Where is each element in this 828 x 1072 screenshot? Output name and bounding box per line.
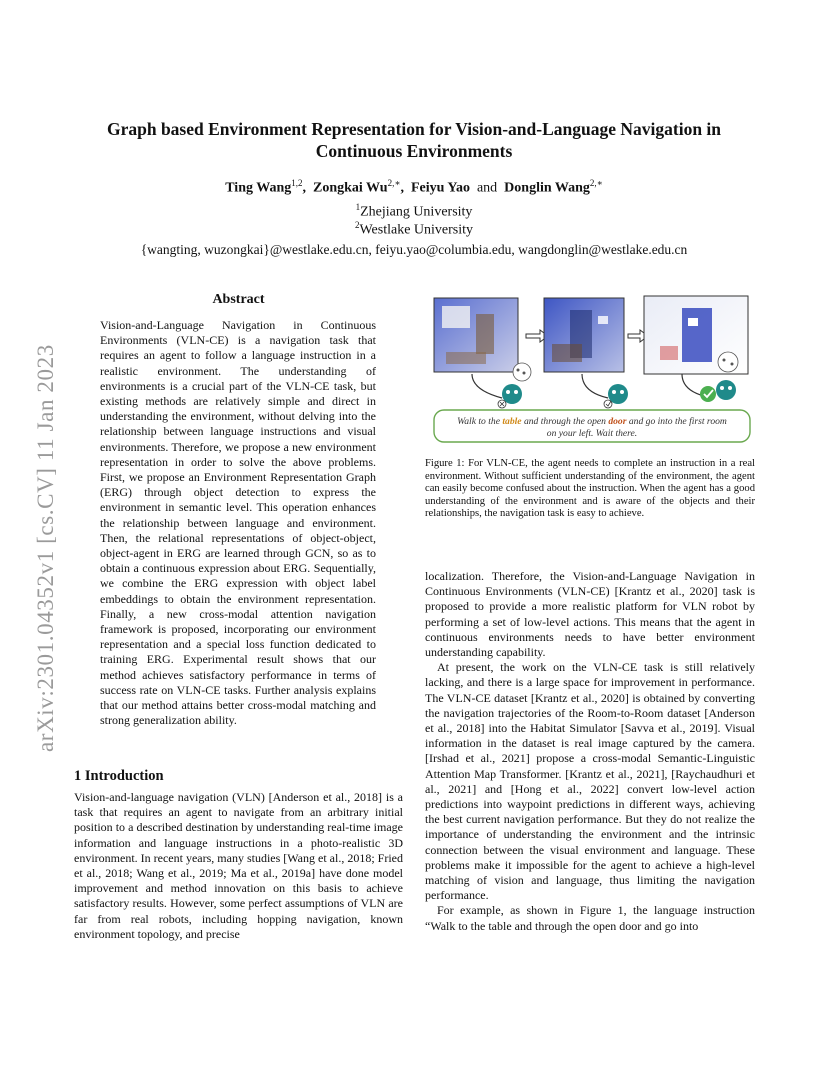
right-column-body xyxy=(425,569,755,934)
instruction-line-2: on your left. Wait there. xyxy=(546,428,638,439)
figure-1-caption: Figure 1: For VLN-CE, the agent needs to complete an instruction in a real environment. Without sufficient understanding of the environment, the agent can easily become confused about the instruction. When the agent has a good understanding of the environment and is aware of the objects and their relationships, the navigation task is easy to achieve. xyxy=(425,458,755,520)
author-3: Feiyu Yao xyxy=(410,180,470,196)
author-emails: {wangting, wuzongkai}@westlake.edu.cn, feiyu.yao@columbia.edu, wangdonglin@westlake.edu.cn xyxy=(140,242,688,257)
intro-paragraph-1 xyxy=(74,790,403,942)
author-and: and xyxy=(476,180,498,196)
right-paragraph-1: localization. Therefore, the Vision-and-Language Navigation in Continuous Environments (VLN-CE) [Krantz et al., 2020] task is proposed to provide a more realistic platform for VLN robot by performing a set of low-level actions. This means that the agent in continuous environments needs to have better environment understanding capability. xyxy=(425,569,755,660)
arxiv-stamp xyxy=(18,262,58,752)
author-4-sup: 2,∗ xyxy=(589,178,603,188)
room-image-1 xyxy=(434,298,518,372)
instruction-line-1: Walk to the table and through the open door and go into the first room xyxy=(457,416,727,427)
author-list: Ting Wang$^{1,2}$, Zongkai $Wu^{2,∗}$, Feiyu Yao and Donglin Wang$^{2,∗}$ xyxy=(225,178,603,196)
arxiv-id-text: arXiv:2301.04352v1 [cs.CV] 11 Jan 2023 xyxy=(33,344,58,752)
author-1: Ting Wang xyxy=(225,180,292,196)
author-2: Zongkai Wu xyxy=(313,180,388,196)
affiliation-2-name: Westlake University xyxy=(359,222,474,238)
right-paragraph-3: For example, as shown in Figure 1, the language instruction “Walk to the table and through the open door and go into xyxy=(425,903,755,933)
paper-title xyxy=(60,118,768,162)
affiliation-1 xyxy=(60,202,768,221)
section-1-heading: 1 Introduction xyxy=(74,768,164,784)
intro-paragraph-1-text: Vision-and-language navigation (VLN) [Anderson et al., 2018] is a task that requires an agent to navigate from an arbitrary initial position to a described destination by understanding real-time image information and language instructions in a photo-realistic 3D environment. In recent years, many studies [Wang et al., 2018; Fried et al., 2018; Wang et al., 2019; Ma et al., 2019a] have done model improvement and method innovation on this basis to achieve satisfactory results. However, some perfect assumptions of VLN are far from real robots, including hopping navigation, known environment topology, and precise xyxy=(74,790,403,941)
affiliation-2 xyxy=(60,220,768,239)
path-arrow-1 xyxy=(472,374,502,398)
author-4: Donglin Wang xyxy=(504,180,590,196)
author-1-sup: 1,2 xyxy=(291,178,303,188)
figure-1 xyxy=(432,294,752,446)
abstract-body: Vision-and-Language Navigation in Continuous Environments (VLN-CE) is a navigation task that requires an agent to follow a language instruction in a realistic environment. The understanding of environments is a crucial part of the VLN-CE task, but existing methods are relatively simple and direct in understanding the environment, without delving into the relationship between language instructions and visual environments. Therefore, we propose a new environment representation in order to solve the above problems. First, we propose an Environment Representation Graph (ERG) through object detection to express the environment in semantic level. This operation enhances the relationship between language and environment. Then, the relational representations of object-object, object-agent in ERG are learned through GCN, so as to obtain a continuous expression about ERG. Sequentially, we combine the ERG expression with object label embeddings to obtain the environment representation. Finally, a new cross-modal attention navigation framework is proposed, incorporating our environment representation and a special loss function dedicated to training ERG. Experimental result shows that our method achieves satisfactory performance in terms of success rate on VLN-CE tasks. Further analysis explains that our method attains better cross-modal matching and strong generalization ability. xyxy=(100,318,376,728)
author-2-sup: 2,∗ xyxy=(387,178,401,188)
title-line-1: Graph based Environment Representation for Vision-and-Language Navigation in xyxy=(106,119,722,139)
path-arrow-2 xyxy=(582,374,608,398)
agent-icon xyxy=(604,384,628,408)
title-line-2: Continuous Environments xyxy=(315,141,513,161)
affiliation-1-sup: 1 xyxy=(355,202,361,212)
affiliation-2-sup: 2 xyxy=(354,220,360,230)
room-image-2 xyxy=(544,298,624,372)
right-paragraph-2: At present, the work on the VLN-CE task is still relatively lacking, and there is a large space for improvement in performance. The VLN-CE dataset [Krantz et al., 2020] is obtained by converting the navigation trajectories of the Room-to-Room dataset [Anderson et al., 2018] into the Habitat Simulator [Savva et al., 2019]. Visual information in the dataset is real image captured by the camera. [Irshad et al., 2021] propose a cross-modal Semantic-Linguistic Attention Map Transformer. [Krantz et al., 2021], [Raychaudhuri et al., 2021] and [Hong et al., 2022] convert low-level action predictions into waypoint predictions in different ways, achieving the best current navigation performance. But they do not realize the importance of understanding the environment and the intrinsic connection between the visual environment and language. These problems make it impossible for the agent to achieve a high-level matching of vision and language, thus limiting the navigation performance. xyxy=(425,660,755,903)
affiliation-1-name: Zhejiang University xyxy=(360,204,473,220)
figure-1-illustration xyxy=(432,294,752,446)
abstract-heading: Abstract xyxy=(212,292,265,307)
